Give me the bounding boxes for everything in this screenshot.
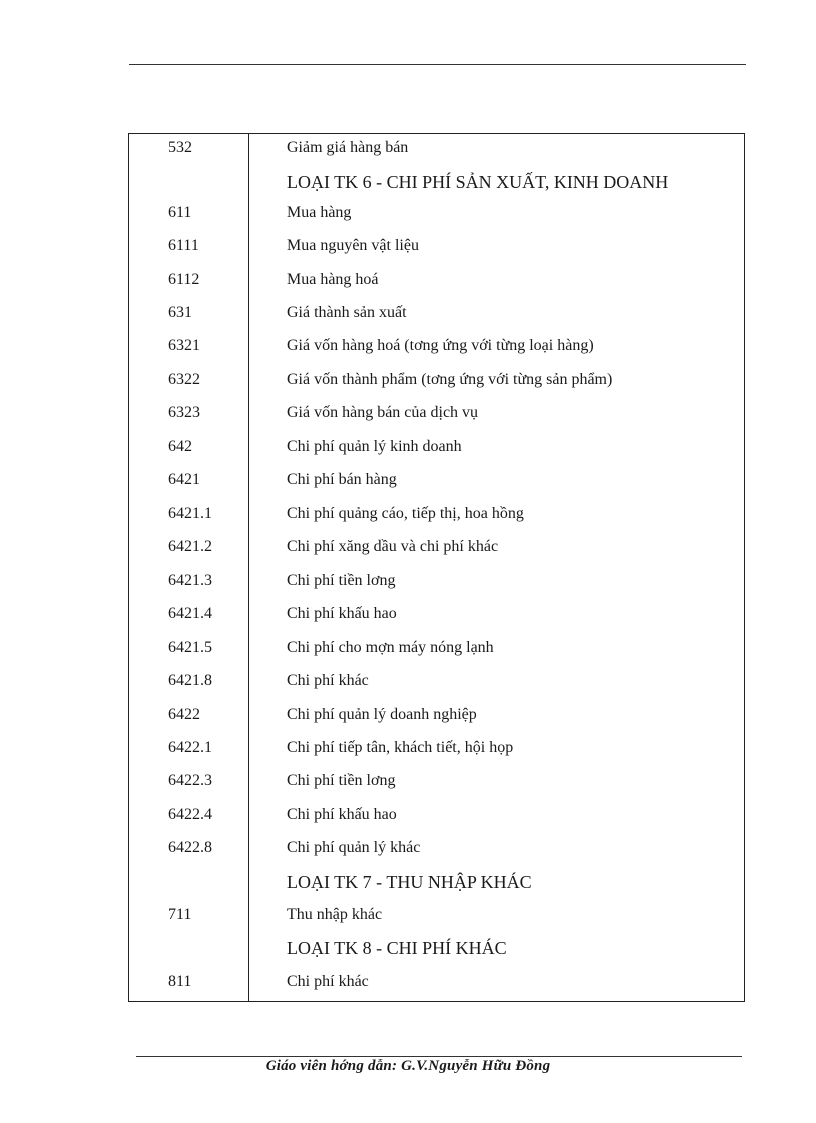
header-rule xyxy=(129,64,746,65)
section-heading: LOẠI TK 8 - CHI PHÍ KHÁC xyxy=(287,938,507,958)
account-row xyxy=(129,904,744,930)
account-row xyxy=(129,335,744,361)
account-code: 631 xyxy=(168,304,192,321)
account-code: 6421.4 xyxy=(168,605,212,622)
account-name: Mua nguyên vật liệu xyxy=(287,237,419,254)
section-heading: LOẠI TK 7 - THU NHẬP KHÁC xyxy=(287,872,532,892)
account-row xyxy=(129,971,744,997)
account-row xyxy=(129,235,744,261)
account-name: Giá vốn thành phẩm (tơng ứng với từng sản phẩm) xyxy=(287,371,613,388)
account-row xyxy=(129,603,744,629)
account-name: Chi phí xăng dầu và chi phí khác xyxy=(287,538,499,555)
account-code: 6112 xyxy=(168,271,200,288)
account-code: 711 xyxy=(168,906,192,923)
account-code: 6422.1 xyxy=(168,739,212,756)
account-table xyxy=(128,133,745,1002)
account-name: Giá thành sản xuất xyxy=(287,304,407,321)
account-name: Giảm giá hàng bán xyxy=(287,139,409,156)
account-code: 6421.1 xyxy=(168,505,212,522)
account-code: 611 xyxy=(168,204,192,221)
account-name: Chi phí quản lý kinh doanh xyxy=(287,438,462,455)
account-code: 532 xyxy=(168,139,192,156)
section-heading-row xyxy=(129,171,744,197)
account-code: 6421.2 xyxy=(168,538,212,555)
account-code: 6111 xyxy=(168,237,199,254)
account-row xyxy=(129,670,744,696)
account-name: Chi phí tiền lơng xyxy=(287,572,396,589)
account-code: 642 xyxy=(168,438,192,455)
account-row xyxy=(129,770,744,796)
account-code: 6421 xyxy=(168,471,200,488)
account-row xyxy=(129,269,744,295)
footer-credit: Giáo viên hớng dẫn: G.V.Nguyễn Hữu Đồng xyxy=(265,1058,551,1074)
account-code: 811 xyxy=(168,973,192,990)
account-row xyxy=(129,469,744,495)
account-name: Chi phí khấu hao xyxy=(287,605,397,622)
account-row xyxy=(129,302,744,328)
account-row xyxy=(129,202,744,228)
account-name: Chi phí quản lý doanh nghiệp xyxy=(287,706,477,723)
account-code: 6422.8 xyxy=(168,839,212,856)
section-heading-row xyxy=(129,937,744,963)
account-row xyxy=(129,737,744,763)
account-code: 6422.4 xyxy=(168,806,212,823)
account-row xyxy=(129,804,744,830)
account-name: Thu nhập khác xyxy=(287,906,383,923)
account-row xyxy=(129,402,744,428)
account-code: 6323 xyxy=(168,404,200,421)
account-row xyxy=(129,704,744,730)
account-code: 6421.5 xyxy=(168,639,212,656)
account-name: Giá vốn hàng bán của dịch vụ xyxy=(287,404,479,421)
account-name: Chi phí khấu hao xyxy=(287,806,397,823)
account-name: Chi phí quản lý khác xyxy=(287,839,421,856)
account-row xyxy=(129,503,744,529)
account-code: 6321 xyxy=(168,337,200,354)
account-name: Chi phí quảng cáo, tiếp thị, hoa hồng xyxy=(287,505,524,522)
account-row xyxy=(129,436,744,462)
account-name: Chi phí khác xyxy=(287,973,369,990)
account-row xyxy=(129,637,744,663)
footer-rule xyxy=(136,1056,742,1057)
account-row xyxy=(129,837,744,863)
account-name: Chi phí bán hàng xyxy=(287,471,397,488)
account-row xyxy=(129,536,744,562)
account-name: Giá vốn hàng hoá (tơng ứng với từng loại hàng) xyxy=(287,337,594,354)
section-heading-row xyxy=(129,871,744,897)
account-code: 6421.8 xyxy=(168,672,212,689)
account-code: 6422 xyxy=(168,706,200,723)
account-name: Chi phí tiền lơng xyxy=(287,772,396,789)
account-code: 6422.3 xyxy=(168,772,212,789)
account-row xyxy=(129,137,744,163)
account-name: Chi phí cho mợn máy nóng lạnh xyxy=(287,639,494,656)
account-code: 6421.3 xyxy=(168,572,212,589)
section-heading: LOẠI TK 6 - CHI PHÍ SẢN XUẤT, KINH DOANH xyxy=(287,172,669,192)
account-row xyxy=(129,369,744,395)
account-row xyxy=(129,570,744,596)
account-name: Mua hàng hoá xyxy=(287,271,379,288)
account-code: 6322 xyxy=(168,371,200,388)
account-name: Chi phí khác xyxy=(287,672,369,689)
account-name: Mua hàng xyxy=(287,204,352,221)
account-name: Chi phí tiếp tân, khách tiết, hội họp xyxy=(287,739,514,756)
